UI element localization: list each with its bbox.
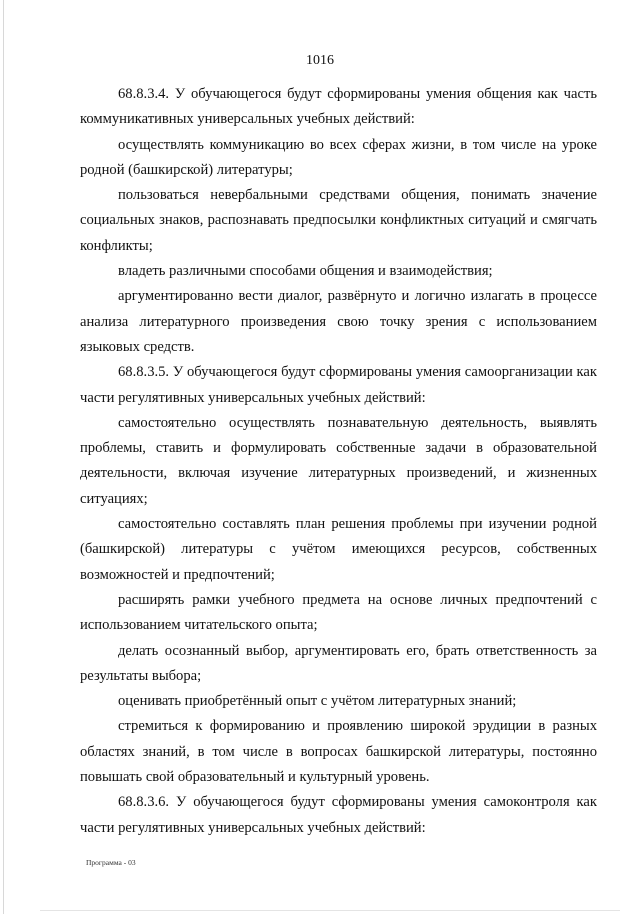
paragraph-item: пользоваться невербальными средствами общения, понимать значение социальных знаков, распознавать предпосылки конфликтных ситуаций и смягчать конфликты;	[80, 187, 597, 254]
paragraph-68-8-3-5: 68.8.3.5. У обучающегося будут сформированы умения самоорганизации как части регулятивных универсальных учебных действий:	[80, 364, 597, 406]
paragraph-item: оценивать приобретённый опыт с учётом литературных знаний;	[118, 693, 517, 710]
paragraph-68-8-3-6: 68.8.3.6. У обучающегося будут сформированы умения самоконтроля как части регулятивных универсальных учебных действий:	[80, 794, 597, 836]
page-number: 1016	[306, 53, 334, 68]
paragraph-item: самостоятельно составлять план решения проблемы при изучении родной (башкирской) литературы с учётом имеющихся ресурсов, собственных возможностей и предпочтений;	[80, 516, 597, 583]
scan-bottom-edge	[40, 910, 620, 911]
paragraph-item: самостоятельно осуществлять познавательную деятельность, выявлять проблемы, ставить и формулировать собственные задачи в образовательной деятельности, включая изучение литературных произведений, и жизненных ситуациях;	[80, 414, 597, 507]
document-body	[80, 82, 597, 841]
paragraph-68-8-3-4: 68.8.3.4. У обучающегося будут сформированы умения общения как часть коммуникативных универсальных учебных действий:	[80, 86, 597, 128]
paragraph-item: владеть различными способами общения и взаимодействия;	[118, 263, 493, 280]
scan-left-edge	[3, 0, 4, 914]
paragraph-item: аргументированно вести диалог, развёрнуто и логично излагать в процессе анализа литературного произведения свою точку зрения с использованием языковых средств.	[80, 288, 597, 355]
paragraph-item: расширять рамки учебного предмета на основе личных предпочтений с использованием читательского опыта;	[80, 591, 597, 634]
paragraph-item: осуществлять коммуникацию во всех сферах жизни, в том числе на уроке родной (башкирской) литературы;	[80, 136, 597, 178]
footer-note: Программа - 03	[86, 858, 136, 867]
paragraph-item: делать осознанный выбор, аргументировать его, брать ответственность за результаты выбора;	[80, 642, 597, 684]
paragraph-item: стремиться к формированию и проявлению широкой эрудиции в разных областях знаний, в том числе в вопросах башкирской литературы, постоянно повышать свой образовательный и культурный уровень.	[80, 718, 597, 786]
